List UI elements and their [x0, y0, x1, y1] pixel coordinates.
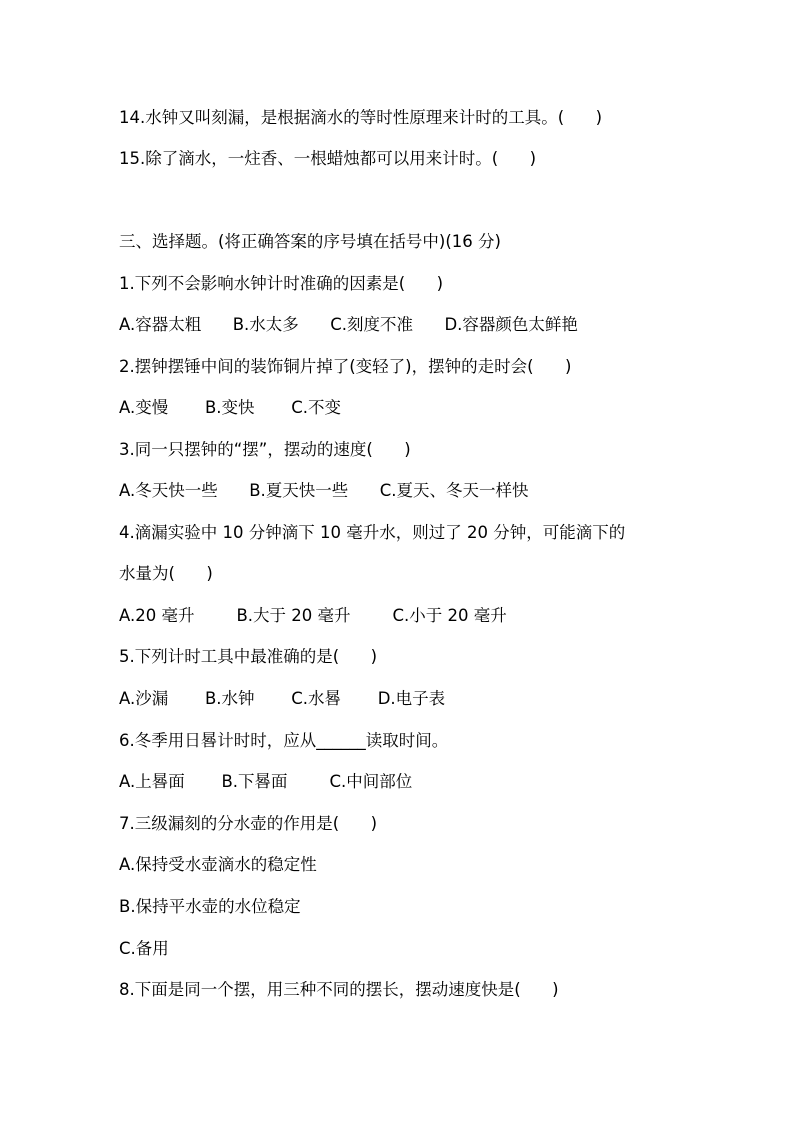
choice-6-options: A.上晷面 B.下晷面 C.中间部位 [119, 772, 413, 791]
choice-2-options: A.变慢 B.变快 C.不变 [119, 398, 342, 417]
question-15: 15.除了滴水，一炷香、一根蜡烛都可以用来计时。( ) [119, 149, 537, 168]
section-heading-choice: 三、选择题。(将正确答案的序号填在括号中)(16 分) [119, 232, 501, 251]
choice-question-5: 5.下列计时工具中最准确的是( ) [119, 647, 378, 666]
choice-7-option-a: A.保持受水壶滴水的稳定性 [119, 855, 317, 874]
choice-7-option-c: C.备用 [119, 939, 169, 958]
choice-question-4: 4.滴漏实验中 10 分钟滴下 10 毫升水，则过了 20 分钟，可能滴下的 [119, 523, 626, 542]
choice-question-1: 1.下列不会影响水钟计时准确的因素是( ) [119, 274, 444, 293]
choice-question-8: 8.下面是同一个摆，用三种不同的摆长，摆动速度快是( ) [119, 980, 559, 999]
choice-question-2: 2.摆钟摆锤中间的装饰铜片掉了(变轻了)，摆钟的走时会( ) [119, 357, 572, 376]
choice-question-3: 3.同一只摆钟的“摆”，摆动的速度( ) [119, 440, 411, 459]
choice-question-7: 7.三级漏刻的分水壶的作用是( ) [119, 814, 378, 833]
choice-1-options: A.容器太粗 B.水太多 C.刻度不准 D.容器颜色太鲜艳 [119, 315, 578, 334]
choice-5-options: A.沙漏 B.水钟 C.水晷 D.电子表 [119, 689, 446, 708]
choice-question-6: 6.冬季用日晷计时时，应从______读取时间。 [119, 731, 449, 750]
choice-4-options: A.20 毫升 B.大于 20 毫升 C.小于 20 毫升 [119, 606, 507, 625]
question-14: 14.水钟又叫刻漏，是根据滴水的等时性原理来计时的工具。( ) [119, 108, 603, 127]
choice-7-option-b: B.保持平水壶的水位稳定 [119, 897, 301, 916]
choice-question-4-cont: 水量为( ) [119, 564, 213, 583]
choice-3-options: A.冬天快一些 B.夏天快一些 C.夏天、冬天一样快 [119, 481, 529, 500]
